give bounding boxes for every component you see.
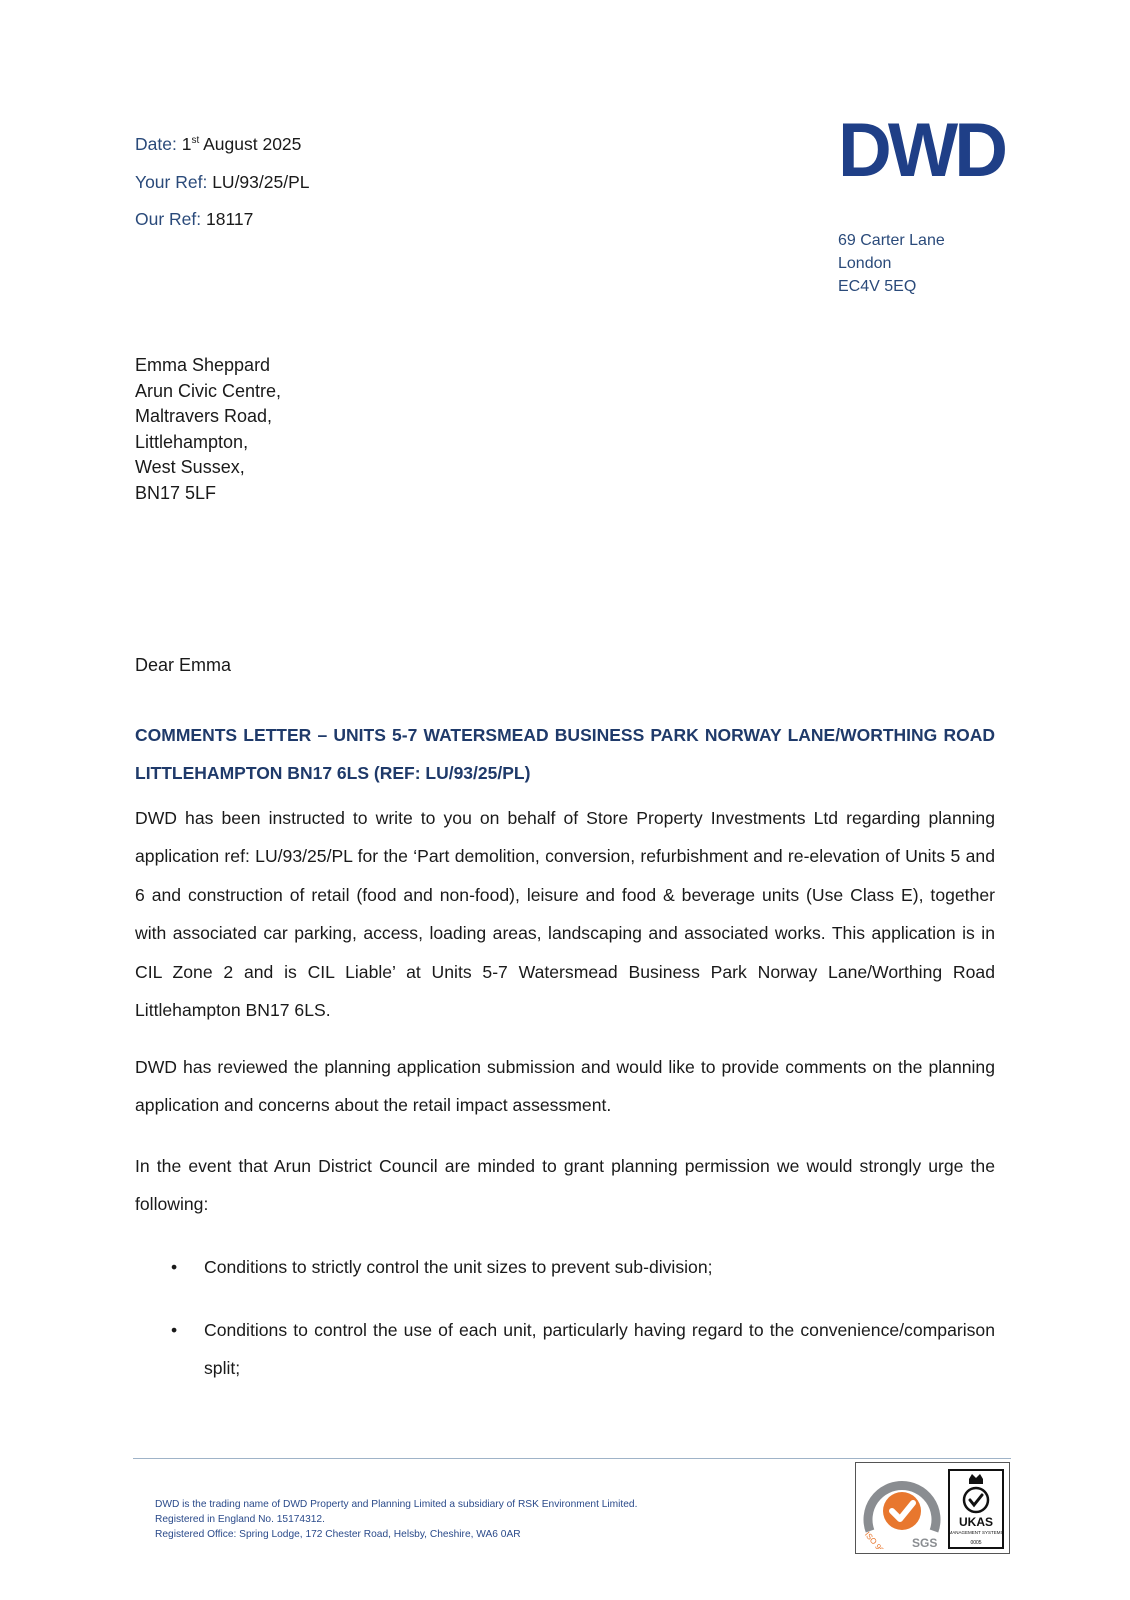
certification-badges xyxy=(855,1462,1010,1554)
subject-heading: COMMENTS LETTER – UNITS 5-7 WATERSMEAD BUSINESS PARK NORWAY LANE/WORTHING ROAD LITTLEHAMPTON BN17 6LS (REF: LU/93/25/PL) xyxy=(135,725,995,783)
body-paragraph-2: DWD has reviewed the planning application submission and would like to provide comments on the planning application and concerns about the retail impact assessment. xyxy=(135,1057,995,1116)
svg-text:0005: 0005 xyxy=(970,1540,982,1546)
ukas-badge-icon xyxy=(948,1469,1004,1549)
sender-address-line: EC4V 5EQ xyxy=(838,278,917,295)
your-ref-line xyxy=(135,172,310,192)
svg-text:MANAGEMENT SYSTEMS: MANAGEMENT SYSTEMS xyxy=(950,1530,1002,1535)
body-paragraph-1: DWD has been instructed to write to you on behalf of Store Property Investments Ltd regarding planning application ref: LU/93/25/PL for the ‘Part demolition, conversion, refurbishment and re-elevation of Units 5 and 6 and construction of retail (food and non-food), leisure and food & beverage units (Use Class E), together with associated car parking, access, loading areas, landscaping and associated works. This application is in CIL Zone 2 and is CIL Liable’ at Units 5-7 Watersmead Business Park Norway Lane/Worthing Road Littlehampton BN17 6LS. xyxy=(135,808,995,1021)
our-ref-value: 18117 xyxy=(206,209,254,229)
footer-divider xyxy=(133,1458,1011,1459)
bullet-item-2 xyxy=(135,1311,995,1388)
svg-text:ISO 9001: ISO 9001 xyxy=(862,1530,892,1549)
sgs-iso-badge-icon xyxy=(862,1469,942,1549)
recipient-address xyxy=(135,353,281,506)
recipient-address-line: Arun Civic Centre, xyxy=(135,380,282,401)
our-ref-label: Our Ref: xyxy=(135,209,202,229)
bullet-text: Conditions to strictly control the unit sizes to prevent sub-division; xyxy=(204,1257,713,1277)
bullet-text: Conditions to control the use of each unit, particularly having regard to the convenience/comparison split; xyxy=(204,1320,995,1379)
dwd-logo: DWD xyxy=(838,108,1005,193)
bullet-item-1 xyxy=(135,1248,995,1286)
body-paragraph-3: In the event that Arun District Council are minded to grant planning permission we would strongly urge the following: xyxy=(135,1156,995,1215)
footer-line: Registered in England No. 15174312. xyxy=(155,1514,325,1525)
salutation: Dear Emma xyxy=(135,655,232,675)
bullet-icon: • xyxy=(171,1320,178,1340)
sender-address xyxy=(838,229,945,298)
date-value: 1st August 2025 xyxy=(181,134,302,154)
recipient-name: Emma Sheppard xyxy=(135,355,271,375)
our-ref-line xyxy=(135,209,253,229)
recipient-address-line: Littlehampton, xyxy=(135,431,249,452)
recipient-postcode: BN17 5LF xyxy=(135,482,217,503)
footer-company-info xyxy=(155,1497,637,1542)
bullet-icon: • xyxy=(171,1257,178,1277)
svg-text:SGS: SGS xyxy=(912,1536,938,1549)
date-line xyxy=(135,134,301,154)
footer-line: DWD is the trading name of DWD Property and Planning Limited a subsidiary of RSK Environment Limited. xyxy=(155,1499,638,1510)
recipient-address-line: Maltravers Road, xyxy=(135,406,273,426)
recipient-address-line: West Sussex, xyxy=(135,457,245,477)
sender-address-line: London xyxy=(838,255,892,272)
your-ref-value: LU/93/25/PL xyxy=(212,172,310,192)
footer-line: Registered Office: Spring Lodge, 172 Chester Road, Helsby, Cheshire, WA6 0AR xyxy=(155,1529,521,1540)
sender-address-line: 69 Carter Lane xyxy=(838,232,945,249)
date-label: Date: xyxy=(135,134,177,154)
svg-text:UKAS: UKAS xyxy=(958,1515,994,1529)
your-ref-label: Your Ref: xyxy=(135,172,208,192)
